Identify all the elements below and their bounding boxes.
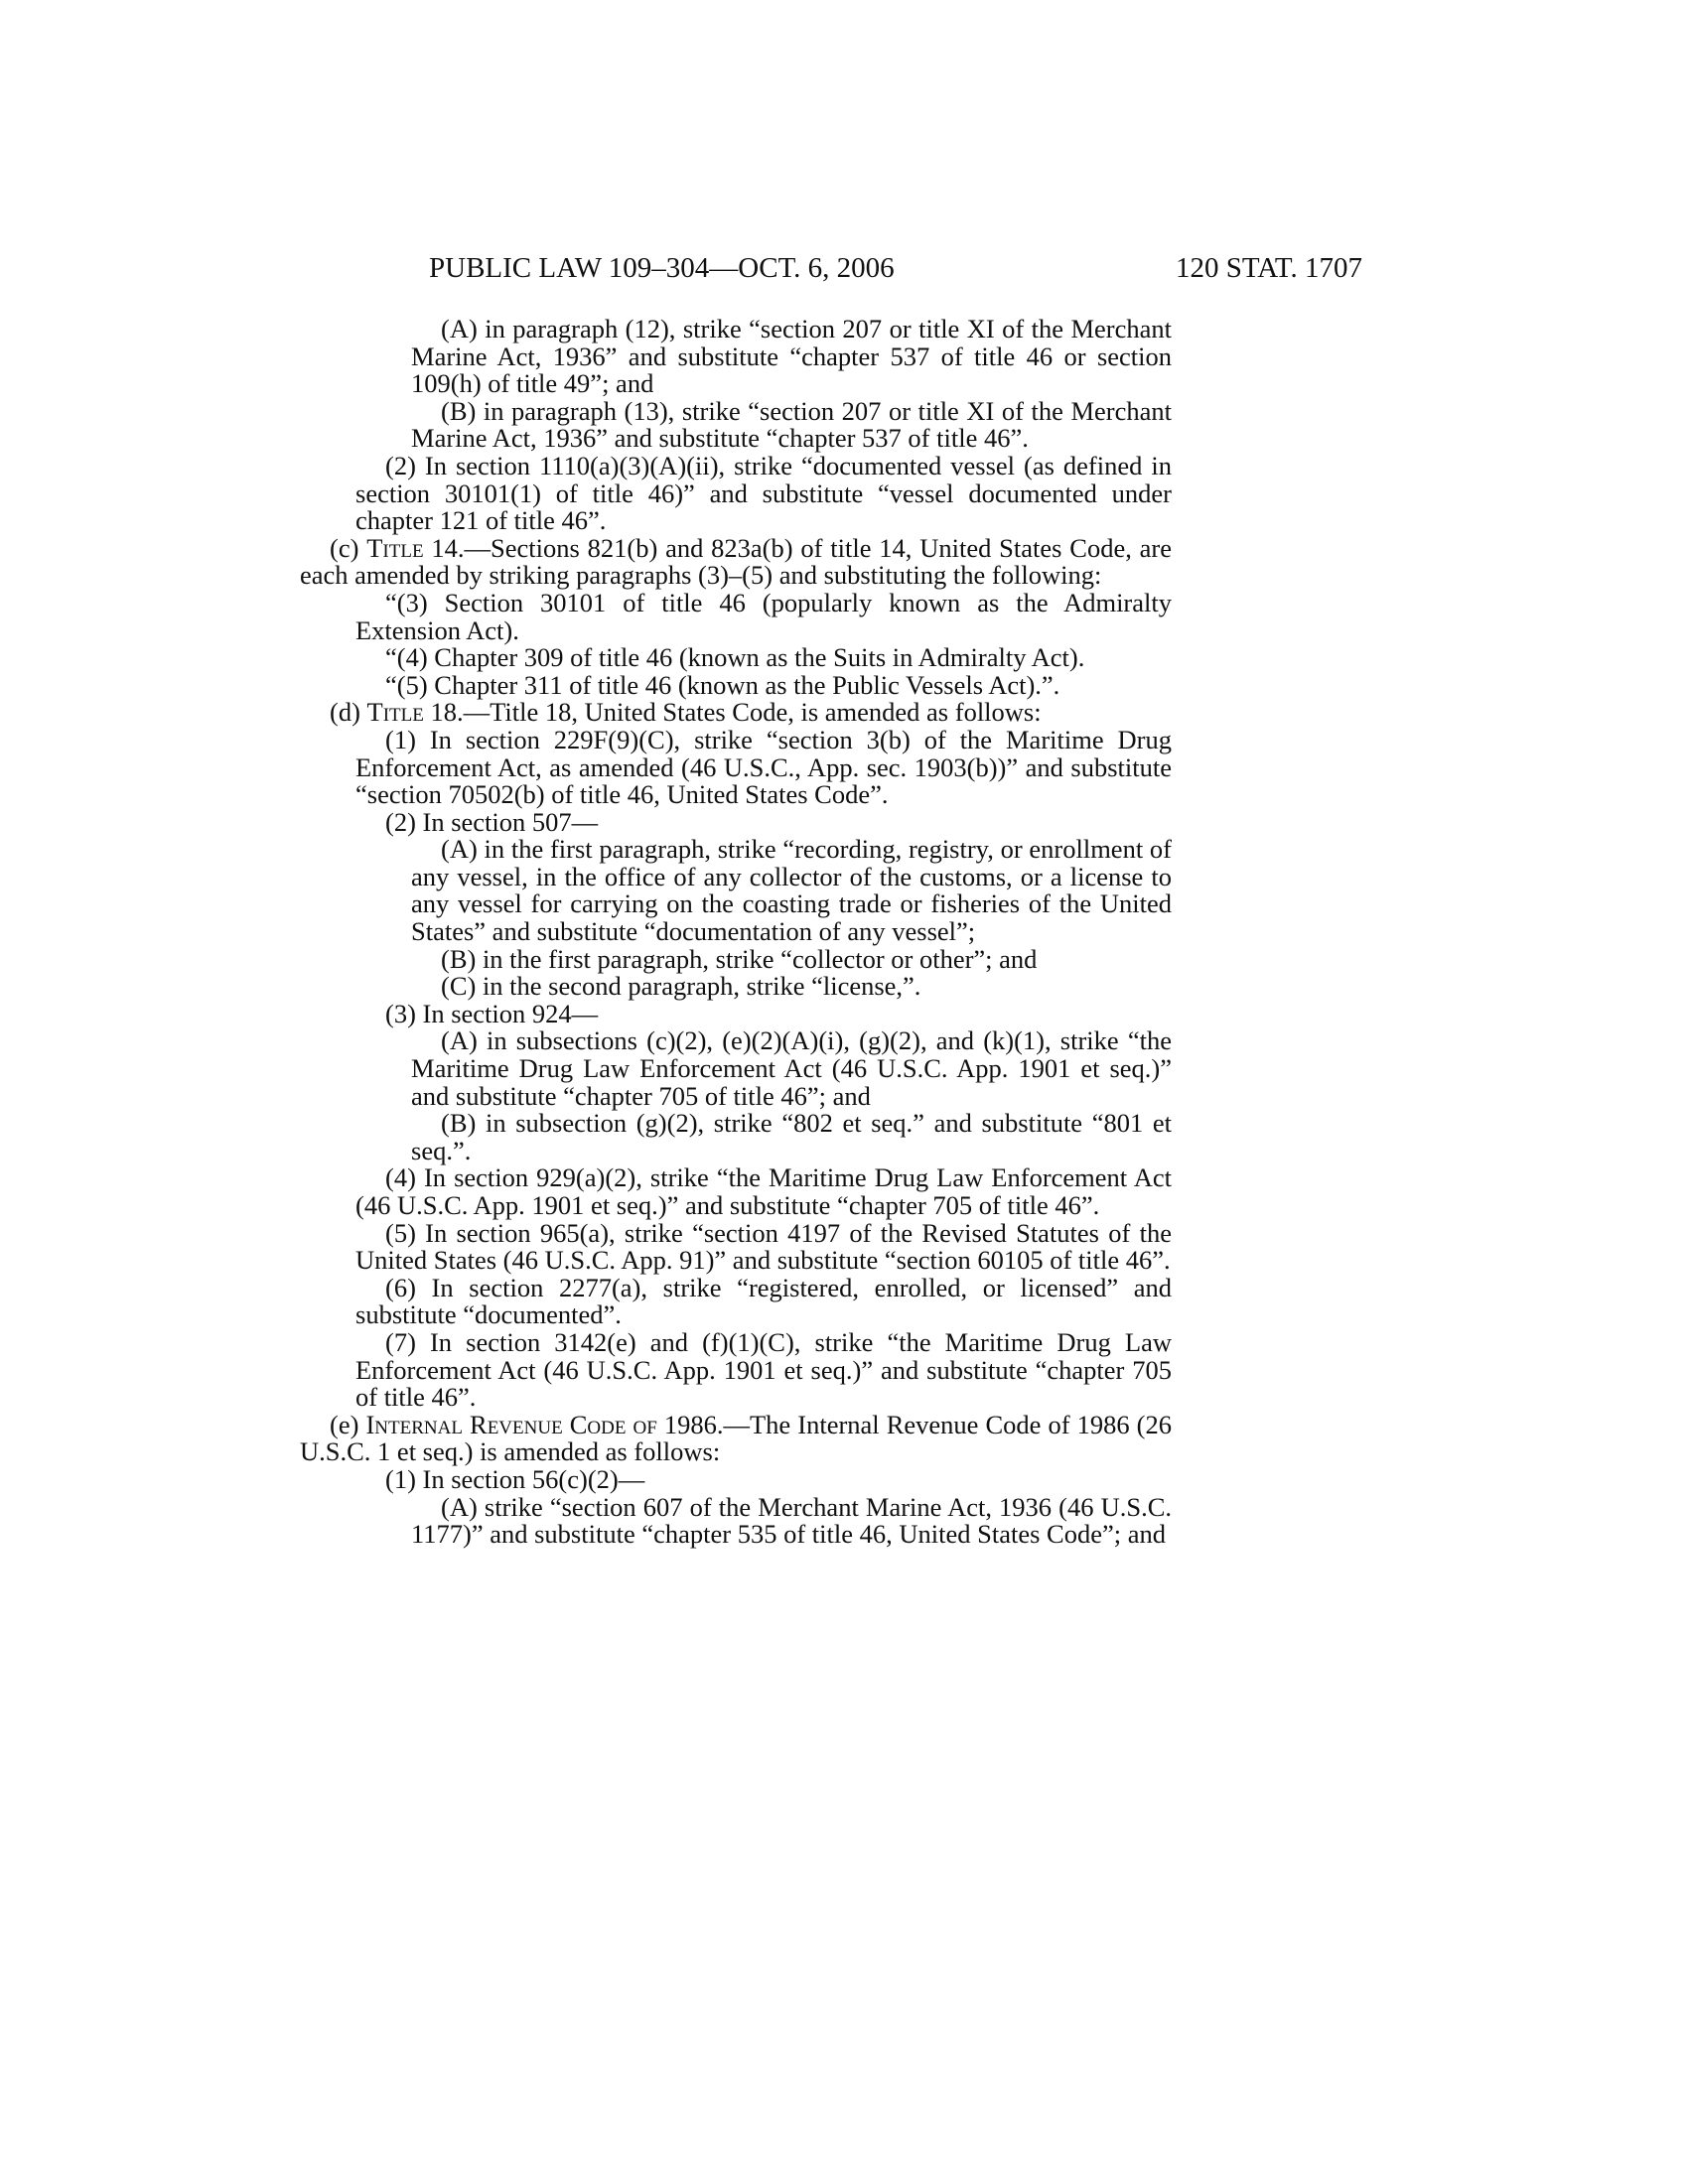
page-header [429, 248, 1362, 288]
subsection-heading: Internal Revenue Code of 1986 [365, 1409, 717, 1439]
statute-page-reference: 120 STAT. 1707 [1175, 252, 1362, 284]
paragraph: (A) in paragraph (12), strike “section 207 or title XI of the Merchant Marine Act, 1936” and substitute “chapter 537 of title 46 or section 109(h) of title 49”; and [411, 314, 1172, 399]
paragraph: (B) in the first paragraph, strike “collector or other”; and [441, 943, 1038, 974]
paragraph: (3) In section 924— [385, 998, 599, 1028]
document-body [300, 316, 1172, 1549]
subsection-paragraph: (e) Internal Revenue Code of 1986.—The Internal Revenue Code of 1986 (26 U.S.C. 1 et seq.) is amended as follows: [300, 1409, 1172, 1467]
paragraph: (7) In section 3142(e) and (f)(1)(C), strike “the Maritime Drug Law Enforcement Act (46 U.S.C. App. 1901 et seq.)” and substitute “chapter 705 of title 46”. [355, 1326, 1172, 1413]
subsection-paragraph: (d) Title 18.—Title 18, United States Code, is amended as follows: [330, 697, 1042, 728]
subsection-heading: Title 18 [366, 697, 457, 728]
paragraph: “(5) Chapter 311 of title 46 (known as the Public Vessels Act).”. [385, 669, 1060, 700]
law-title: PUBLIC LAW 109–304—OCT. 6, 2006 [429, 252, 895, 284]
paragraph: (B) in subsection (g)(2), strike “802 et seq.” and substitute “801 et seq.”. [411, 1108, 1172, 1165]
paragraph: (2) In section 1110(a)(3)(A)(ii), strike “documented vessel (as defined in section 30101(1) of title 46)” and substitute “vessel documented under chapter 121 of title 46”. [355, 450, 1172, 536]
subsection-heading: Title 14 [366, 532, 458, 563]
paragraph: “(4) Chapter 309 of title 46 (known as the Suits in Admiralty Act). [385, 642, 1085, 673]
paragraph: “(3) Section 30101 of title 46 (popularly known as the Admiralty Extension Act). [355, 587, 1172, 645]
paragraph: (4) In section 929(a)(2), strike “the Maritime Drug Law Enforcement Act (46 U.S.C. App. 1901 et seq.)” and substitute “chapter 705 of title 46”. [355, 1162, 1172, 1220]
paragraph: (1) In section 229F(9)(C), strike “section 3(b) of the Maritime Drug Enforcement Act, as amended (46 U.S.C., App. sec. 1903(b))” and substitute “section 70502(b) of title 46, United States Code”. [355, 724, 1172, 810]
paragraph: (6) In section 2277(a), strike “registered, enrolled, or licensed” and substitute “documented”. [355, 1272, 1172, 1330]
paragraph: (C) in the second paragraph, strike “license,”. [441, 971, 921, 1002]
subsection-paragraph: (c) Title 14.—Sections 821(b) and 823a(b) of title 14, United States Code, are each amended by striking paragraphs (3)–(5) and substituting the following: [300, 532, 1172, 591]
paragraph: (5) In section 965(a), strike “section 4197 of the Revised Statutes of the United States (46 U.S.C. App. 91)” and substitute “section 60105 of title 46”. [355, 1217, 1172, 1276]
paragraph: (1) In section 56(c)(2)— [385, 1463, 645, 1494]
paragraph: (2) In section 507— [385, 806, 599, 837]
paragraph: (A) in the first paragraph, strike “recording, registry, or enrollment of any vessel, in the office of any collector of the customs, or a license to any vessel for carrying on the coasting trade or fisheries of the United States” and substitute “documentation of any vessel”; [411, 834, 1172, 947]
paragraph: (B) in paragraph (13), strike “section 207 or title XI of the Merchant Marine Act, 1936” and substitute “chapter 537 of title 46”. [411, 395, 1172, 454]
paragraph: (A) in subsections (c)(2), (e)(2)(A)(i), (g)(2), and (k)(1), strike “the Maritime Drug Law Enforcement Act (46 U.S.C. App. 1901 et seq.)” and substitute “chapter 705 of title 46”; and [411, 1025, 1172, 1111]
paragraph: (A) strike “section 607 of the Merchant Marine Act, 1936 (46 U.S.C. 1177)” and substitute “chapter 535 of title 46, United States Code”; and [411, 1491, 1172, 1550]
